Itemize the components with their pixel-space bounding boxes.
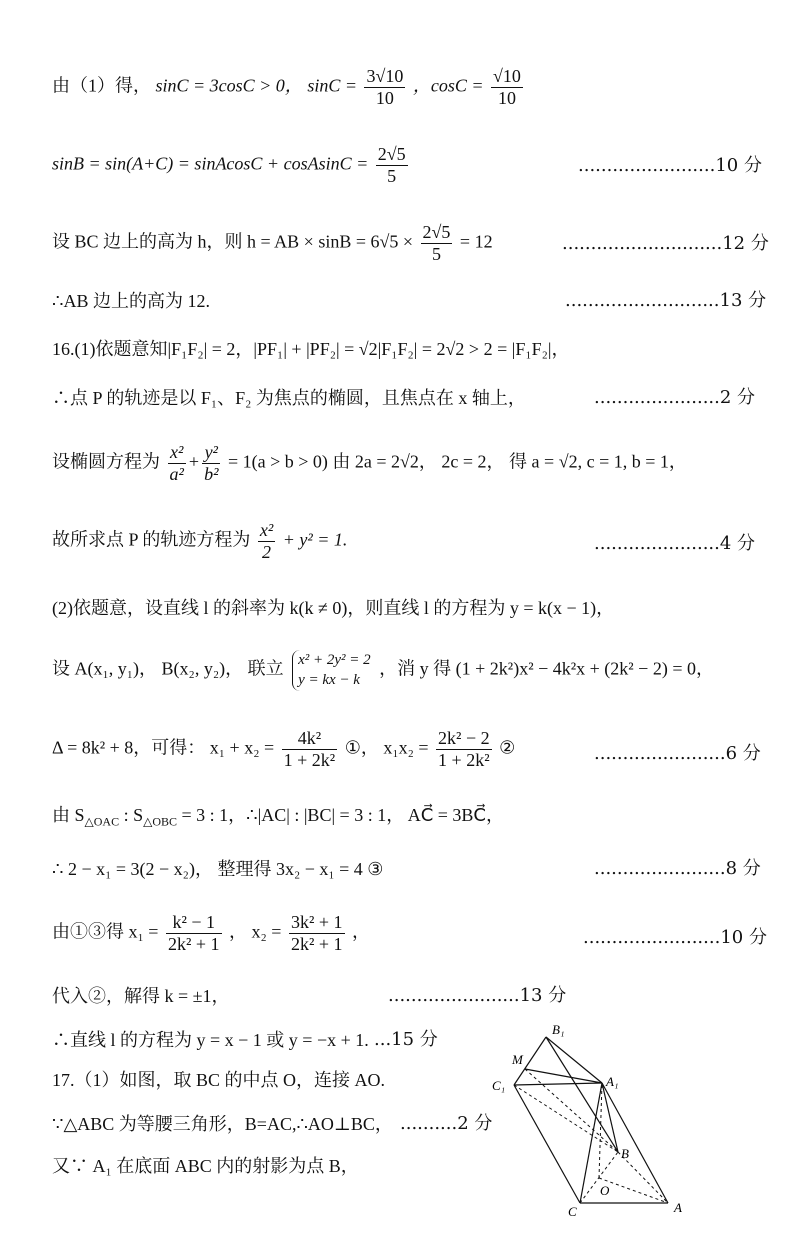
line-16-2: (2)依题意，设直线 l 的斜率为 k(k ≠ 0)，则直线 l 的方程为 y = k(x − 1)，	[52, 598, 615, 618]
dashed-C1-B	[514, 1085, 618, 1152]
score-8: .......................8 分	[594, 858, 761, 879]
fraction: $\frac{\text{x²}}{2}$	[259, 520, 274, 562]
equation-system: x² + 2y² = 2 y = kx − k	[292, 650, 371, 691]
line-vieta: Δ = 8k² + 8，可得： x₁ + x₂ = $\frac{\text{4k²}}{\text{1 + 2k²}}$ ①， x₁x₂ = $\frac{\text{2k² − 2}}{\text{1 + 2k²}}$ ②	[52, 728, 516, 770]
edge-A1-C	[580, 1083, 602, 1203]
line-ellipse: ∴点 P 的轨迹是以 F₁、F₂ 为焦点的椭圆，且焦点在 x 轴上，	[52, 388, 526, 408]
line-sinC-cosC: 由（1）得， sinC = 3cosC > 0， sinC = $\frac{3√10}{10}$ ，cosC = $\frac{√10}{10}$	[52, 66, 521, 108]
line-area-ratio: 由 $S_{\triangle OAC}$ : $S_{\triangle OBC} = 3$ : 1，∴|AC| : |BC| = 3 : 1， AC⃗ = 3BC⃗，	[52, 805, 505, 829]
label-A: A	[674, 1200, 682, 1215]
edge-B1-B	[546, 1037, 618, 1152]
line-16-1: 16.(1)依题意知|F₁F₂| = 2，|PF₁| + |PF₂| = √2|F₁F₂| = 2√2 > 2 = |F₁F₂|，	[52, 339, 570, 359]
label-B: B	[621, 1146, 629, 1161]
line-simplify: ∴ 2 − x₁ = 3(2 − x₂)， 整理得 3x₂ − x₁ = 4 ③	[52, 859, 384, 879]
score-15: ...15 分	[374, 1029, 438, 1050]
label-C: C	[568, 1204, 577, 1219]
fraction: $\frac{3√10}{10}$	[366, 66, 404, 108]
score-6: .......................6 分	[594, 743, 761, 764]
score-10a: ........................10 分	[578, 155, 762, 176]
fraction: $\frac{\text{y²}}{\text{b²}}$	[204, 442, 219, 484]
edge-C1-C	[514, 1085, 580, 1203]
fraction: $\frac{\text{2k² − 2}}{\text{1 + 2k²}}$	[438, 728, 490, 770]
edge-M-A1	[525, 1069, 602, 1083]
fraction: $\frac{\text{3k² + 1}}{\text{2k² + 1}}$	[290, 912, 343, 954]
line-sinB: sinB = sin(A+C) = sinAcosC + cosAsinC = $\frac{2√5}{5}$	[52, 144, 406, 186]
fraction: $\frac{\text{4k²}}{\text{1 + 2k²}}$	[283, 728, 336, 770]
label-A1: A₁	[606, 1074, 619, 1089]
line-system: 设 A(x₁, y₁)， B(x₂, y₂)， 联立 x² + 2y² = 2 y = kx − k ，消 y 得 (1 + 2k²)x² − 4k²x + (2k² − 2) = 0，	[52, 650, 714, 691]
fraction: $\frac{\text{k² − 1}}{\text{2k² + 1}}$	[167, 912, 220, 954]
line-x-solution: 由①③得 x₁ = $\frac{\text{k² − 1}}{\text{2k² + 1}}$ ， x₂ = $\frac{\text{3k² + 1}}{\text{2k² + 1}}$ ，	[52, 912, 370, 954]
label-C1: C₁	[492, 1078, 506, 1093]
line-projection: 又∵ A₁ 在底面 ABC 内的射影为点 B，	[52, 1156, 359, 1176]
line-final-line-eq: ∴直线 l 的方程为 y = x − 1 或 y = −x + 1.	[52, 1030, 369, 1050]
score-4: ......................4 分	[594, 533, 756, 554]
prism-figure	[490, 1020, 700, 1225]
score-13a: ...........................13 分	[565, 290, 767, 311]
score-13b: .......................13 分	[388, 985, 567, 1006]
line-17-1: 17.（1）如图，取 BC 的中点 O，连接 AO.	[52, 1070, 386, 1090]
edge-C1-A1	[514, 1083, 602, 1085]
score-12: ............................12 分	[562, 233, 769, 254]
fraction: $\frac{\text{x²}}{\text{a²}}$	[169, 442, 184, 484]
score-2a: ......................2 分	[594, 387, 756, 408]
dashed-M-B	[525, 1069, 618, 1152]
fraction: $\frac{√10}{10}$	[493, 66, 521, 108]
score-10b: ........................10 分	[583, 927, 767, 948]
label-O: O	[600, 1183, 610, 1198]
edge-A1-B	[602, 1083, 618, 1152]
label-B1: B₁	[552, 1022, 565, 1037]
label-M: M	[512, 1052, 523, 1067]
line-height-h: 设 BC 边上的高为 h，则 h = AB × sinB = 6√5 × $\frac{2√5}{5}$ = 12	[52, 222, 493, 264]
line-ellipse-eq: 设椭圆方程为 $\frac{\text{x²}}{\text{a²}}$ + $\frac{\text{y²}}{\text{b²}}$ = 1(a > b > 0) 由 2a = 2√2， 2c = 2， 得 a = √2, c = 1, b = 1，	[52, 442, 687, 484]
edge-B1-A1	[546, 1037, 602, 1083]
fraction: $\frac{2√5}{5}$	[377, 144, 406, 186]
line-isosceles: ∵△ABC 为等腰三角形，B=AC,∴AO⊥BC，	[52, 1114, 393, 1134]
score-2b: ..........2 分	[400, 1113, 493, 1134]
line-trajectory: 故所求点 P 的轨迹方程为 $\frac{\text{x²}}{2}$ + y² = 1.	[52, 520, 348, 562]
fraction: $\frac{2√5}{5}$	[422, 222, 451, 264]
line-ab-height: ∴AB 边上的高为 12.	[52, 291, 210, 311]
line-substitute: 代入②，解得 k = ±1，	[52, 986, 230, 1006]
